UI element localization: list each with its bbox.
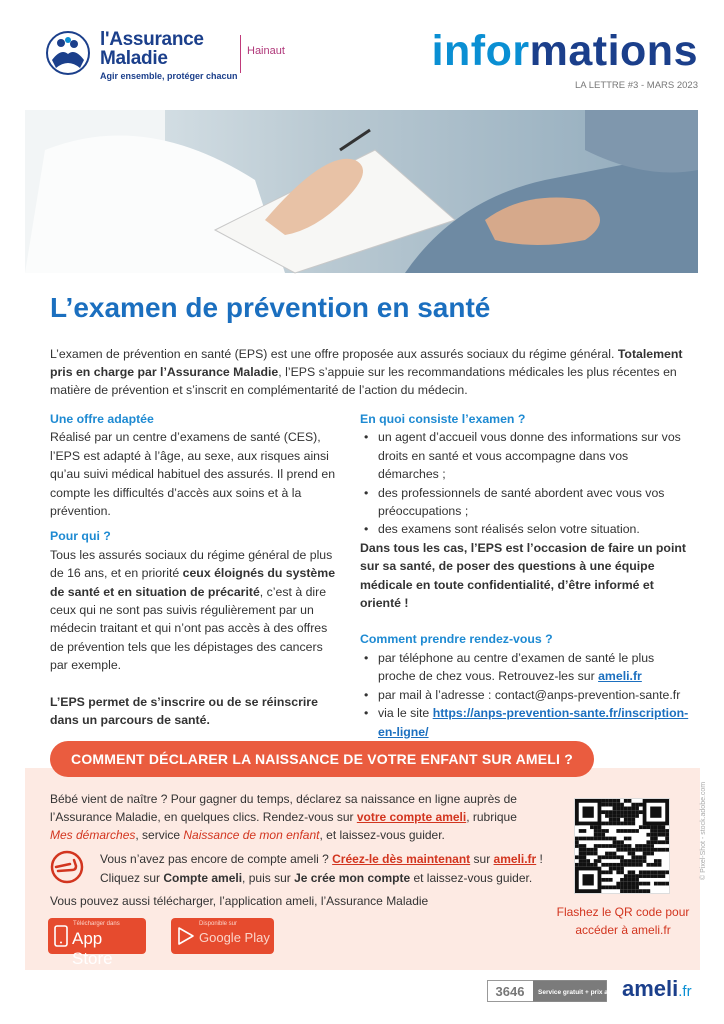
right-column bbox=[360, 410, 690, 741]
google-play-small: Disponible sur bbox=[199, 921, 238, 927]
google-play-button[interactable] bbox=[171, 918, 274, 954]
qr-code-icon bbox=[575, 799, 669, 893]
ameli-logo bbox=[622, 976, 692, 1002]
brand-divider bbox=[240, 35, 241, 73]
list-item: • des examens sont réalisés selon votre situation. bbox=[360, 520, 690, 538]
account-instructions bbox=[100, 850, 560, 888]
no-account-line bbox=[100, 850, 560, 869]
no-account-text-2: sur bbox=[470, 852, 494, 866]
play-icon bbox=[178, 927, 194, 945]
region-label: Hainaut bbox=[247, 45, 285, 57]
reinscription-text: L’EPS permet de s’inscrire ou de se réinscrire dans un parcours de santé. bbox=[50, 694, 318, 728]
ameli-fr-link[interactable]: ameli.fr bbox=[493, 852, 537, 866]
qr-code[interactable] bbox=[574, 798, 670, 894]
account-link[interactable]: votre compte ameli bbox=[356, 810, 467, 824]
click-text-2: , puis sur bbox=[242, 871, 295, 885]
list-item: • des professionnels de santé abordent avec vous vos préoccupations ; bbox=[360, 484, 690, 521]
consists-heading: En quoi consiste l’examen ? bbox=[360, 412, 526, 426]
appointment-list bbox=[360, 649, 690, 741]
who-heading: Pour qui ? bbox=[50, 529, 111, 544]
birth-text-1: Bébé vient de naître ? Pour gagner du temps, déclarez sa naissance en ligne auprès de l’Assurance Maladie, en quelques clics. Rendez-vous sur bbox=[50, 792, 517, 824]
intro-text: L’examen de prévention en santé (EPS) est une offre proposée aux assurés sociaux du régime général. bbox=[50, 347, 618, 361]
app-store-button[interactable] bbox=[48, 918, 146, 968]
phone-note: Service gratuit + prix appel bbox=[538, 989, 622, 996]
registration-link[interactable]: https://anps-prevention-sante.fr/inscription-en-ligne/ bbox=[378, 706, 689, 739]
path-mes-demarches: Mes démarches bbox=[50, 828, 136, 842]
app-store-label: App Store bbox=[72, 929, 113, 968]
consists-conclusion: Dans tous les cas, l’EPS est l’occasion de faire un point sur sa santé, de poser des questions à une équipe médicale en toute confidentialité, d’être informé et orienté ! bbox=[360, 540, 686, 611]
ameli-logo-suffix: .fr bbox=[678, 983, 692, 1000]
brand-name: l'Assurance Maladie bbox=[100, 29, 204, 69]
phone-text: par téléphone au centre d’examen de santé le plus proche de chez vous. Retrouvez-les sur bbox=[378, 650, 655, 684]
issue-label: LA LETTRE #3 - MARS 2023 bbox=[574, 80, 698, 91]
appointment-heading: Comment prendre rendez-vous ? bbox=[360, 632, 553, 647]
photo-credit: © Pixel-Shot - stock.adobe.com bbox=[700, 781, 707, 880]
click-bold-2: Je crée mon compte bbox=[294, 871, 411, 885]
list-item: • par mail à l’adresse : contact@anps-prevention-sante.fr bbox=[360, 686, 690, 704]
article-intro bbox=[50, 345, 690, 399]
who-text bbox=[50, 546, 340, 675]
no-account-text-3: ! bbox=[536, 852, 543, 866]
download-text: Vous pouvez aussi télécharger, l’application ameli, l’Assurance Maladie bbox=[50, 894, 429, 908]
consultation-photo bbox=[25, 110, 698, 273]
newsletter-title-part2: mations bbox=[529, 27, 698, 75]
ameli-link[interactable]: ameli.fr bbox=[598, 669, 642, 684]
who-text-highlight: ceux éloignés du système de santé et en situation de précarité bbox=[50, 566, 336, 599]
phone-icon bbox=[54, 925, 68, 947]
create-account-link[interactable]: Créez-le dès maintenant bbox=[332, 852, 471, 866]
birth-banner: COMMENT DÉCLARER LA NAISSANCE DE VOTRE ENFANT SUR AMELI ? bbox=[50, 741, 594, 777]
birth-text bbox=[50, 790, 540, 844]
list-item bbox=[360, 704, 690, 741]
birth-text-3: , service bbox=[135, 828, 184, 842]
offer-text: Réalisé par un centre d’examens de santé (CES), l’EPS est adapté à l’âge, au sexe, aux risques ainsi qu’au suivi médical habituel des assurés. Il prend en compte les difficultés d’accès aux soins et à la prévention. bbox=[50, 430, 336, 519]
assurance-maladie-logo-icon bbox=[44, 30, 92, 76]
phone-service-badge[interactable] bbox=[487, 980, 622, 1002]
article-title: L’examen de prévention en santé bbox=[50, 292, 491, 323]
click-line bbox=[100, 869, 560, 888]
click-bold-1: Compte ameli bbox=[163, 871, 243, 885]
newsletter-title bbox=[432, 28, 698, 74]
no-account-text: Vous n’avez pas encore de compte ameli ? bbox=[100, 852, 333, 866]
brand-tagline: Agir ensemble, protéger chacun bbox=[100, 71, 238, 81]
list-item bbox=[360, 649, 690, 686]
birth-text-2: , rubrique bbox=[466, 810, 517, 824]
intro-text-end: , l’EPS s’appuie sur les recommandations médicales les plus récentes en matière de prévention et s’inscrit en complémentarité de l’action du médecin. bbox=[50, 365, 677, 397]
app-store-small: Télécharger dans bbox=[73, 921, 120, 927]
qr-caption: Flashez le QR code pour accéder à ameli.fr bbox=[556, 905, 690, 937]
ameli-logo-main: ameli bbox=[622, 976, 679, 1001]
intro-highlight: Totalement pris en charge par l’Assurance Maladie bbox=[50, 347, 683, 379]
who-text-end: , c’est à dire ceux qui ne sont pas suivis régulièrement par un médecin traitant et qui n’ont pas accès à des offres de prévention tels que les dépistages des cancers par exemple. bbox=[50, 584, 328, 673]
click-text-1: Cliquez sur bbox=[100, 871, 164, 885]
phone-number: 3646 bbox=[495, 984, 525, 999]
left-column bbox=[50, 410, 340, 730]
google-play-label: Google Play bbox=[199, 930, 270, 945]
birth-text-4: , et laissez-vous guider. bbox=[319, 828, 445, 842]
newsletter-title-part1: infor bbox=[431, 27, 530, 75]
site-text: via le site bbox=[378, 706, 433, 721]
consists-list bbox=[360, 428, 690, 538]
path-naissance: Naissance de mon enfant bbox=[183, 828, 320, 842]
hand-pointer-icon bbox=[48, 850, 86, 884]
list-item: • un agent d’accueil vous donne des informations sur vos droits en santé et vous accompagne dans vos démarches ; bbox=[360, 428, 690, 483]
offer-heading: Une offre adaptée bbox=[50, 412, 154, 426]
click-text-3: et laissez-vous guider. bbox=[410, 871, 533, 885]
who-text-start: Tous les assurés sociaux du régime général de plus de 16 ans, et en priorité bbox=[50, 547, 333, 581]
